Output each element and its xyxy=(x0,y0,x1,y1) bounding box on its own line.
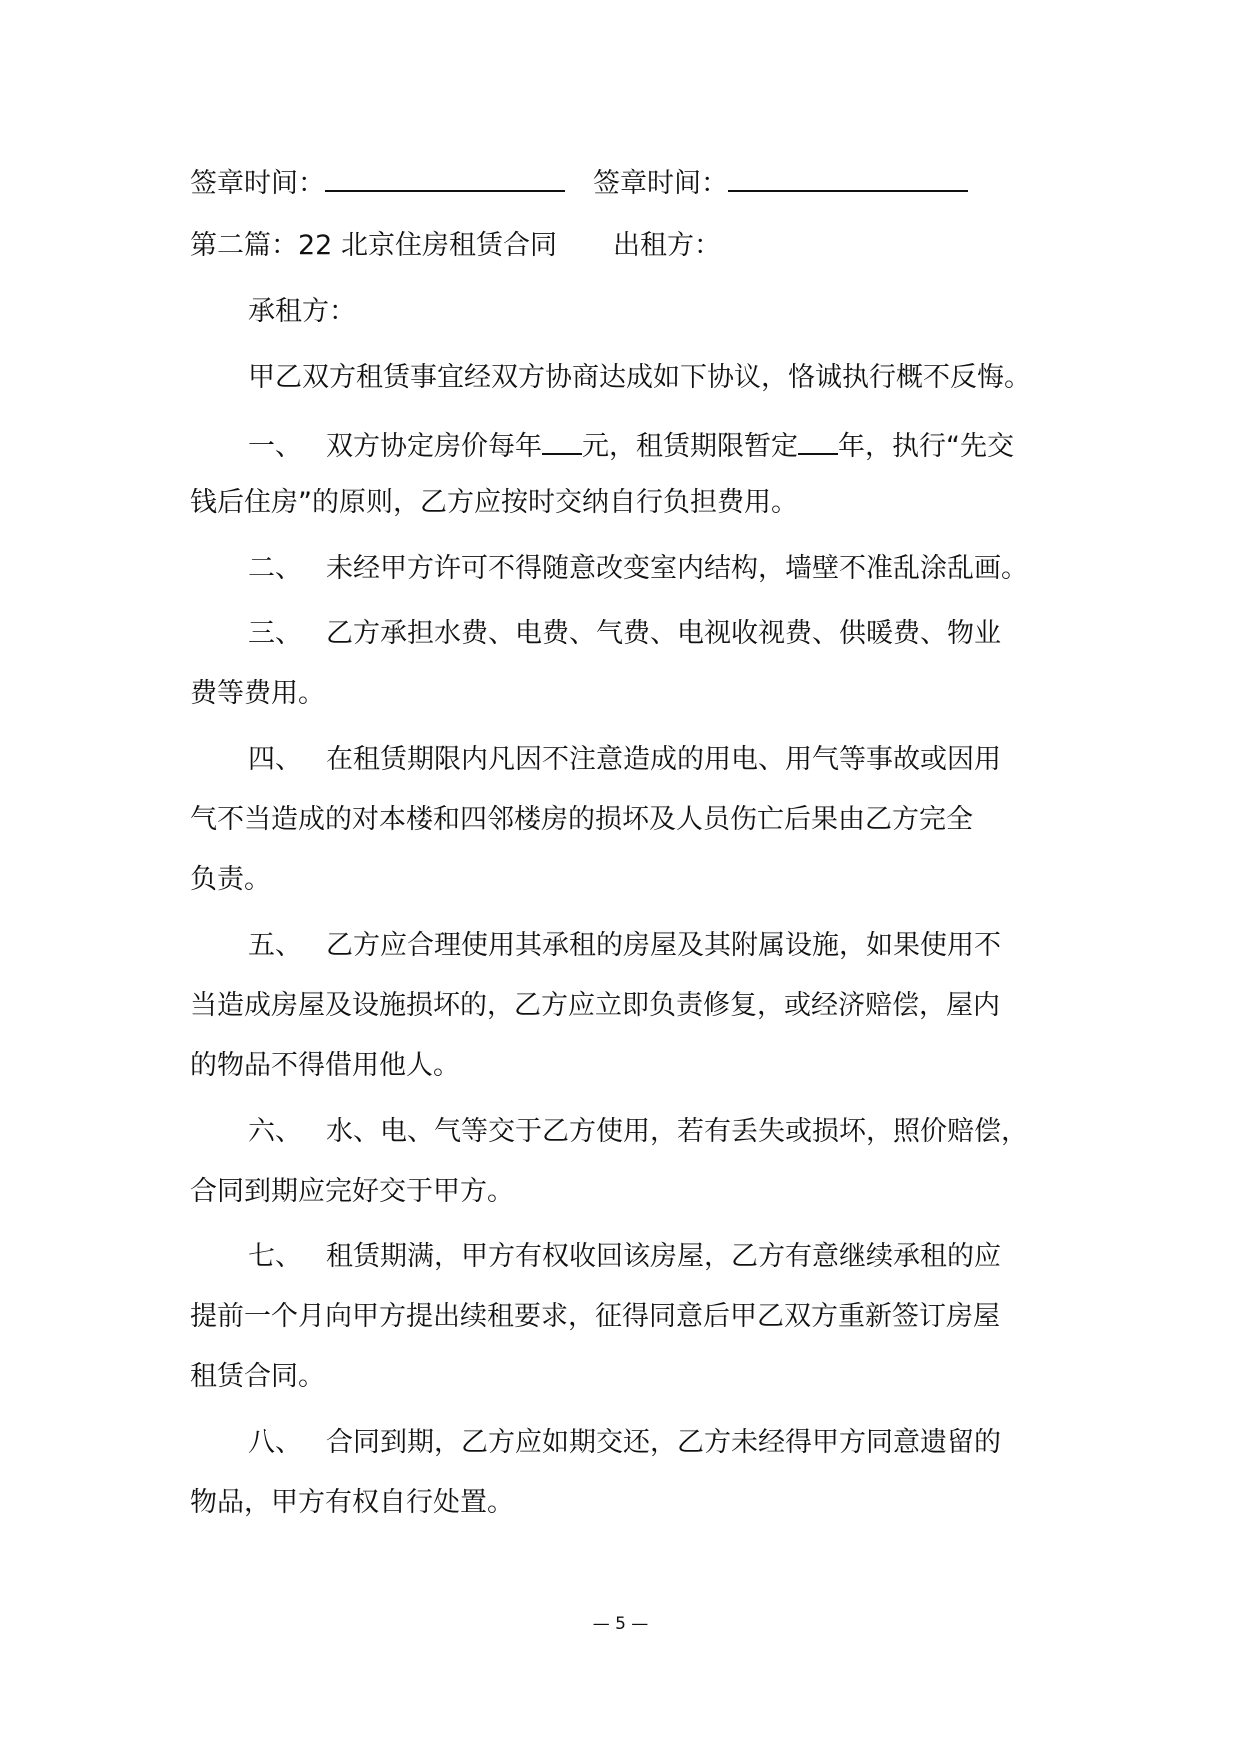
clause-6-line-2: 合同到期应完好交于甲方。 xyxy=(190,1176,514,1207)
clause-4-line-3: 负责。 xyxy=(190,864,271,895)
lessor-label: 出租方： xyxy=(612,230,721,261)
clause-6-line-1: 六、 水、电、气等交于乙方使用，若有丢失或损坏，照价赔偿， xyxy=(248,1116,1028,1147)
clause-6-number: 六、 xyxy=(248,1116,302,1147)
clause-8-line-1: 八、 合同到期，乙方应如期交还，乙方未经得甲方同意遗留的 xyxy=(248,1427,1001,1458)
signature-line xyxy=(190,160,968,204)
signature-label-right: 签章时间： xyxy=(593,168,728,199)
page-number: — 5 — xyxy=(592,1614,649,1634)
signature-label-left: 签章时间： xyxy=(190,168,325,199)
clause-4-number: 四、 xyxy=(248,744,302,775)
clause-7-line-3: 租赁合同。 xyxy=(190,1361,325,1392)
clause-1-line-1: 一、 双方协定房价每年 元，租赁期限暂定 年，执行“先交 xyxy=(248,423,1014,467)
intro-paragraph: 甲乙双方租赁事宜经双方协商达成如下协议，恪诚执行概不反悔。 xyxy=(248,362,1031,393)
clause-7-number: 七、 xyxy=(248,1241,302,1272)
clause-1-number: 一、 xyxy=(248,431,302,462)
clause-5-line-2: 当造成房屋及设施损坏的，乙方应立即负责修复，或经济赔偿，屋内 xyxy=(190,990,1000,1021)
clause-1-line-2: 钱后住房”的原则，乙方应按时交纳自行负担费用。 xyxy=(190,487,798,518)
signature-blank-left xyxy=(325,160,565,192)
clause-5-number: 五、 xyxy=(248,930,302,961)
clause-3-number: 三、 xyxy=(248,618,302,649)
clause-5-line-3: 的物品不得借用他人。 xyxy=(190,1050,460,1081)
clause-4-line-2: 气不当造成的对本楼和四邻楼房的损坏及人员伤亡后果由乙方完全 xyxy=(190,804,973,835)
clause-7-line-1: 七、 租赁期满，甲方有权收回该房屋，乙方有意继续承租的应 xyxy=(248,1241,1001,1272)
clause-2-line-1: 二、 未经甲方许可不得随意改变室内结构，墙壁不准乱涂乱画。 xyxy=(248,553,1028,584)
clause-8-line-2: 物品，甲方有权自行处置。 xyxy=(190,1487,514,1518)
clause-8-number: 八、 xyxy=(248,1427,302,1458)
signature-blank-right xyxy=(728,160,968,192)
lessee-label: 承租方： xyxy=(248,296,356,327)
clause-4-line-1: 四、 在租赁期限内凡因不注意造成的用电、用气等事故或因用 xyxy=(248,744,1001,775)
clause-5-line-1: 五、 乙方应合理使用其承租的房屋及其附属设施，如果使用不 xyxy=(248,930,1001,961)
section-title: 第二篇：22 北京住房租赁合同 xyxy=(190,230,557,261)
clause-7-line-2: 提前一个月向甲方提出续租要求，征得同意后甲乙双方重新签订房屋 xyxy=(190,1301,1000,1332)
section-heading xyxy=(190,226,721,266)
term-blank xyxy=(798,423,838,455)
clause-2-number: 二、 xyxy=(248,553,302,584)
clause-3-line-2: 费等费用。 xyxy=(190,678,325,709)
clause-3-line-1: 三、 乙方承担水费、电费、气费、电视收视费、供暖费、物业 xyxy=(248,618,1001,649)
price-blank xyxy=(542,423,582,455)
